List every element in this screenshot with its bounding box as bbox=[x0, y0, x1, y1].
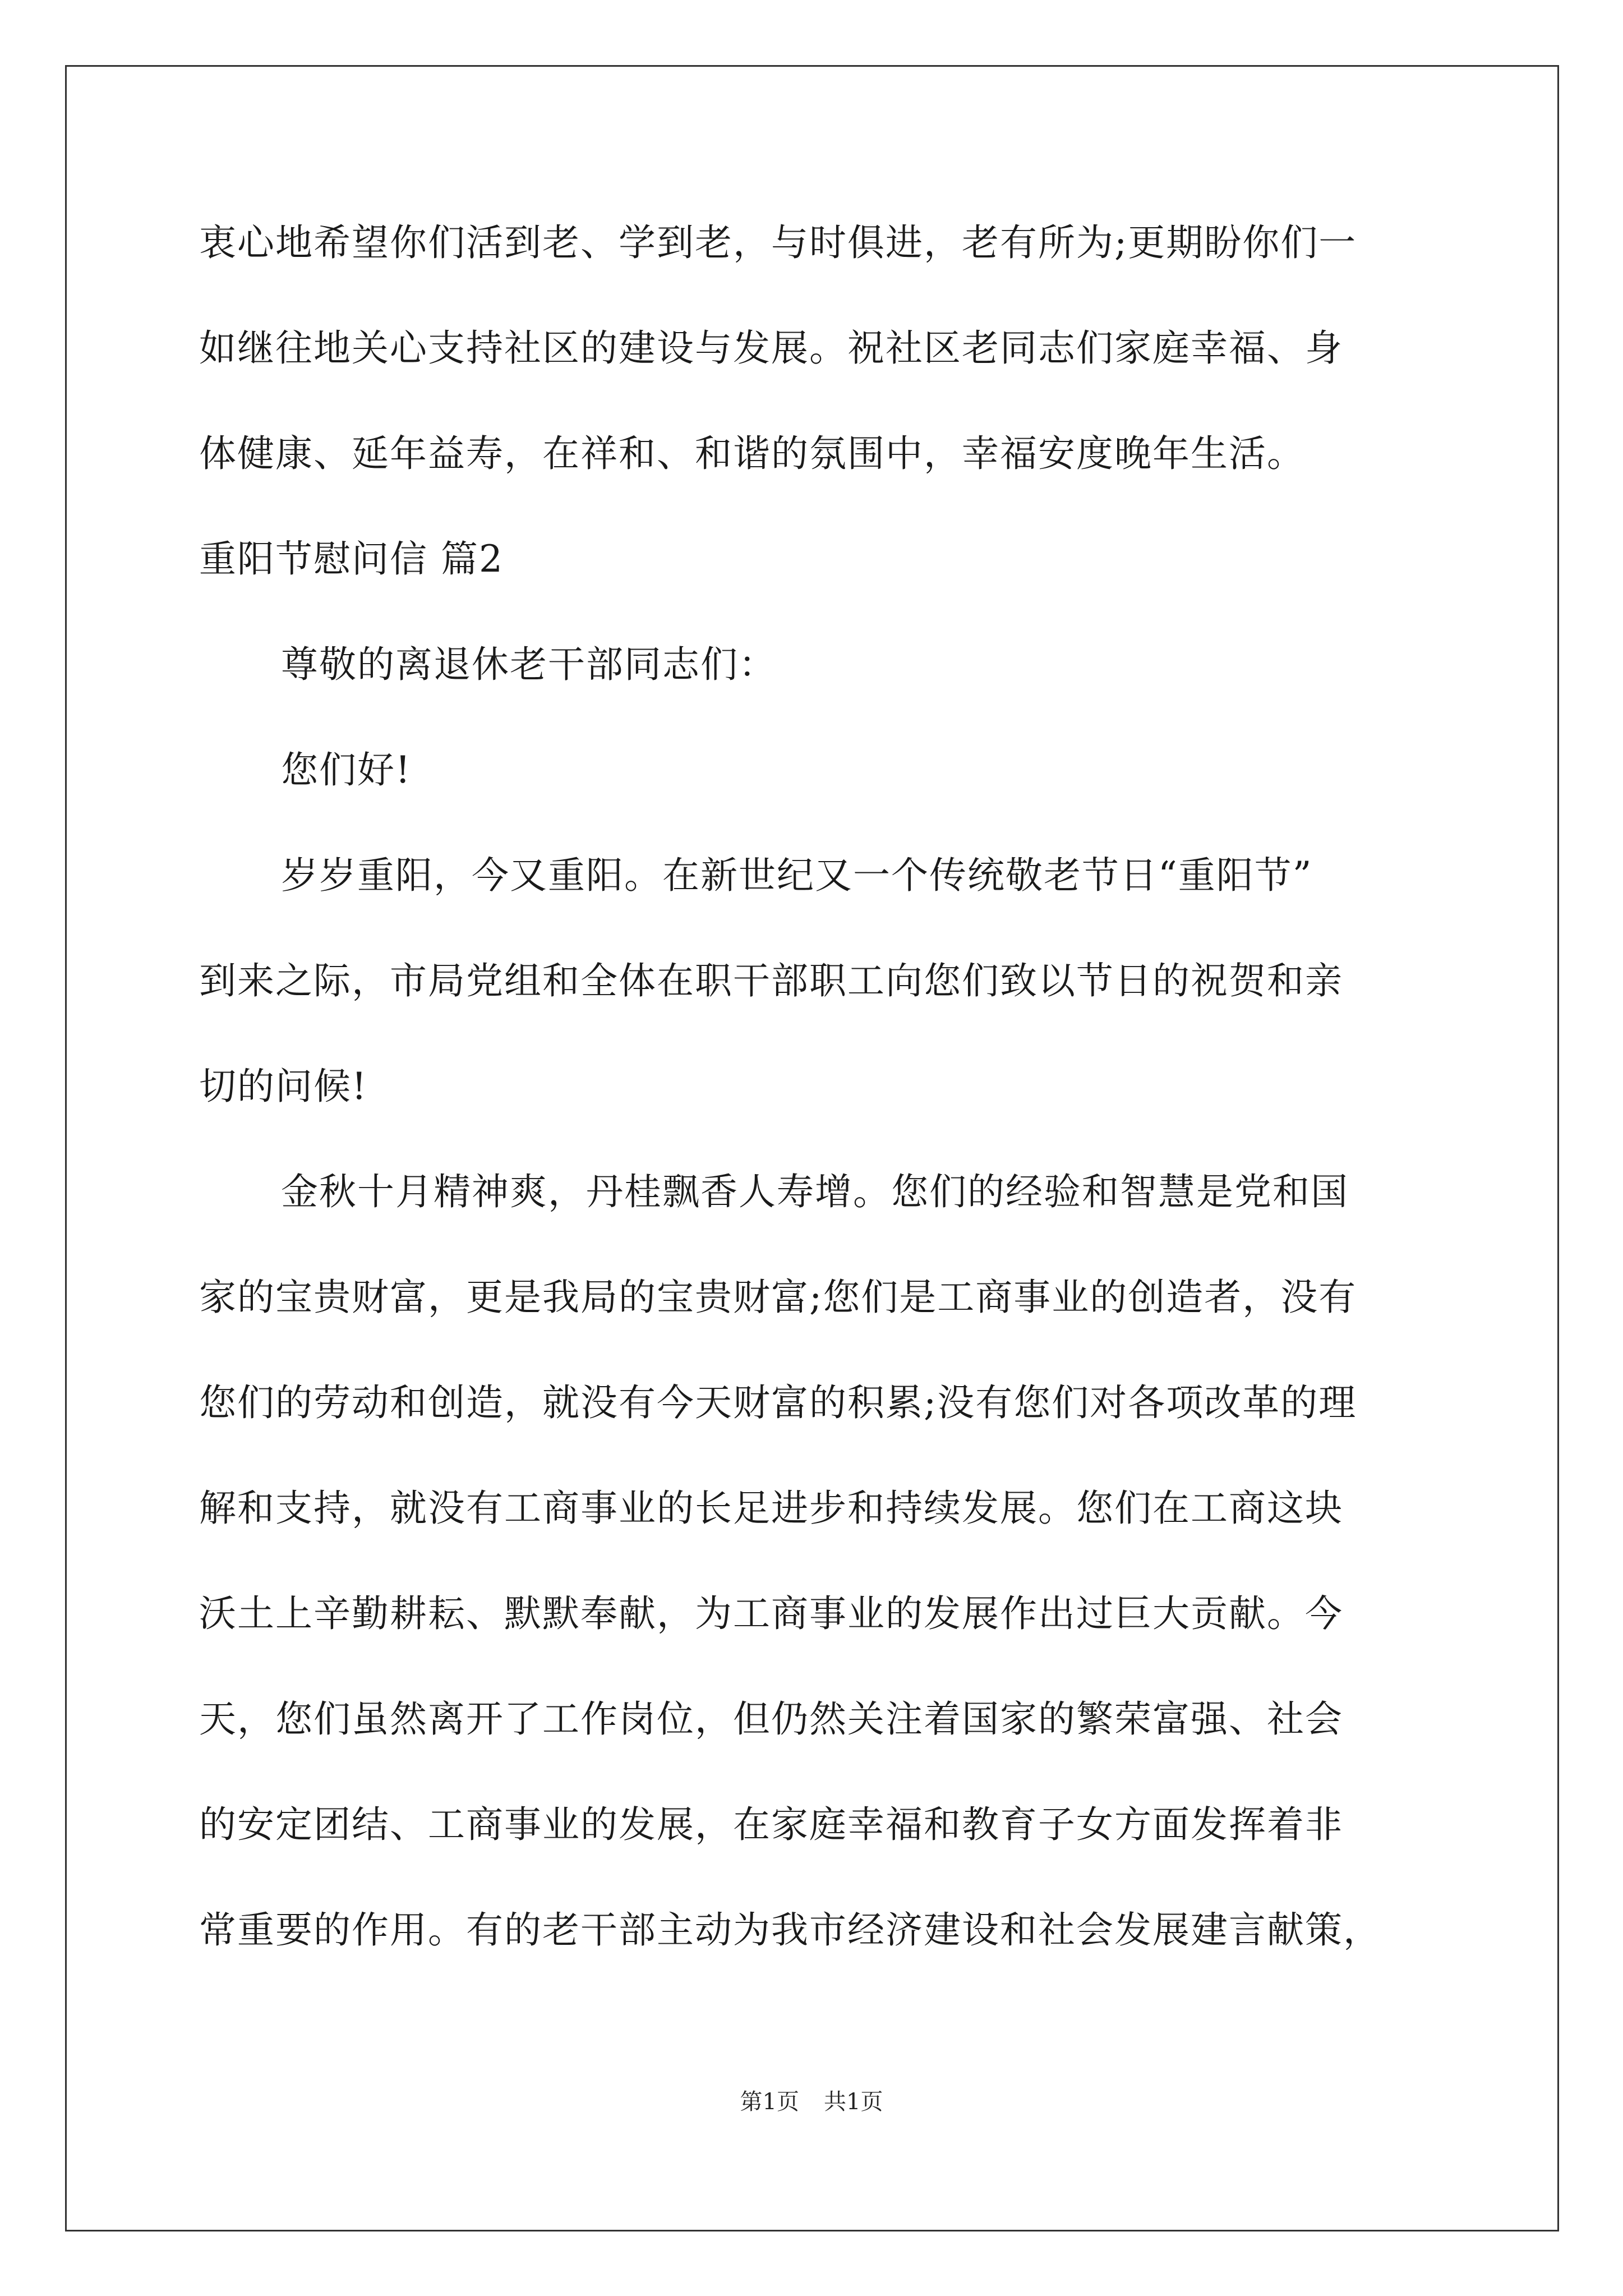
paragraph-line: 天，您们虽然离开了工作岗位，但仍然关注着国家的繁荣富强、社会 bbox=[199, 1697, 1343, 1741]
paragraph-line: 的安定团结、工商事业的发展，在家庭幸福和教育子女方面发挥着非 bbox=[199, 1803, 1343, 1846]
salutation: 尊敬的离退休老干部同志们： bbox=[281, 643, 777, 686]
paragraph-line: 到来之际，市局党组和全体在职干部职工向您们致以节日的祝贺和亲 bbox=[199, 959, 1343, 1002]
paragraph-line: 解和支持，就没有工商事业的长足进步和持续发展。您们在工商这块 bbox=[199, 1487, 1343, 1530]
paragraph-line: 家的宝贵财富，更是我局的宝贵财富;您们是工商事业的创造者，没有 bbox=[199, 1276, 1357, 1319]
paragraph-line: 岁岁重阳，今又重阳。在新世纪又一个传统敬老节日“重阳节” bbox=[281, 854, 1313, 897]
paragraph-line: 切的问候! bbox=[199, 1065, 368, 1108]
greeting: 您们好! bbox=[281, 748, 412, 792]
paragraph-line: 常重要的作用。有的老干部主动为我市经济建设和社会发展建言献策， bbox=[199, 1908, 1381, 1952]
paragraph-line: 如继往地关心支持社区的建设与发展。祝社区老同志们家庭幸福、身 bbox=[199, 326, 1343, 370]
page-number: 第1页 bbox=[740, 2089, 799, 2115]
section-heading: 重阳节慰问信 篇2 bbox=[199, 537, 504, 581]
page-total: 共1页 bbox=[824, 2089, 883, 2115]
paragraph-line: 您们的劳动和创造，就没有今天财富的积累;没有您们对各项改革的理 bbox=[199, 1381, 1357, 1424]
page-footer bbox=[0, 2088, 1623, 2116]
paragraph-line: 衷心地希望你们活到老、学到老，与时俱进，老有所为;更期盼你们一 bbox=[199, 221, 1357, 264]
paragraph-line: 金秋十月精神爽，丹桂飘香人寿增。您们的经验和智慧是党和国 bbox=[281, 1170, 1349, 1213]
paragraph-line: 体健康、延年益寿，在祥和、和谐的氛围中，幸福安度晚年生活。 bbox=[199, 432, 1305, 475]
paragraph-line: 沃土上辛勤耕耘、默默奉献，为工商事业的发展作出过巨大贡献。今 bbox=[199, 1592, 1343, 1635]
